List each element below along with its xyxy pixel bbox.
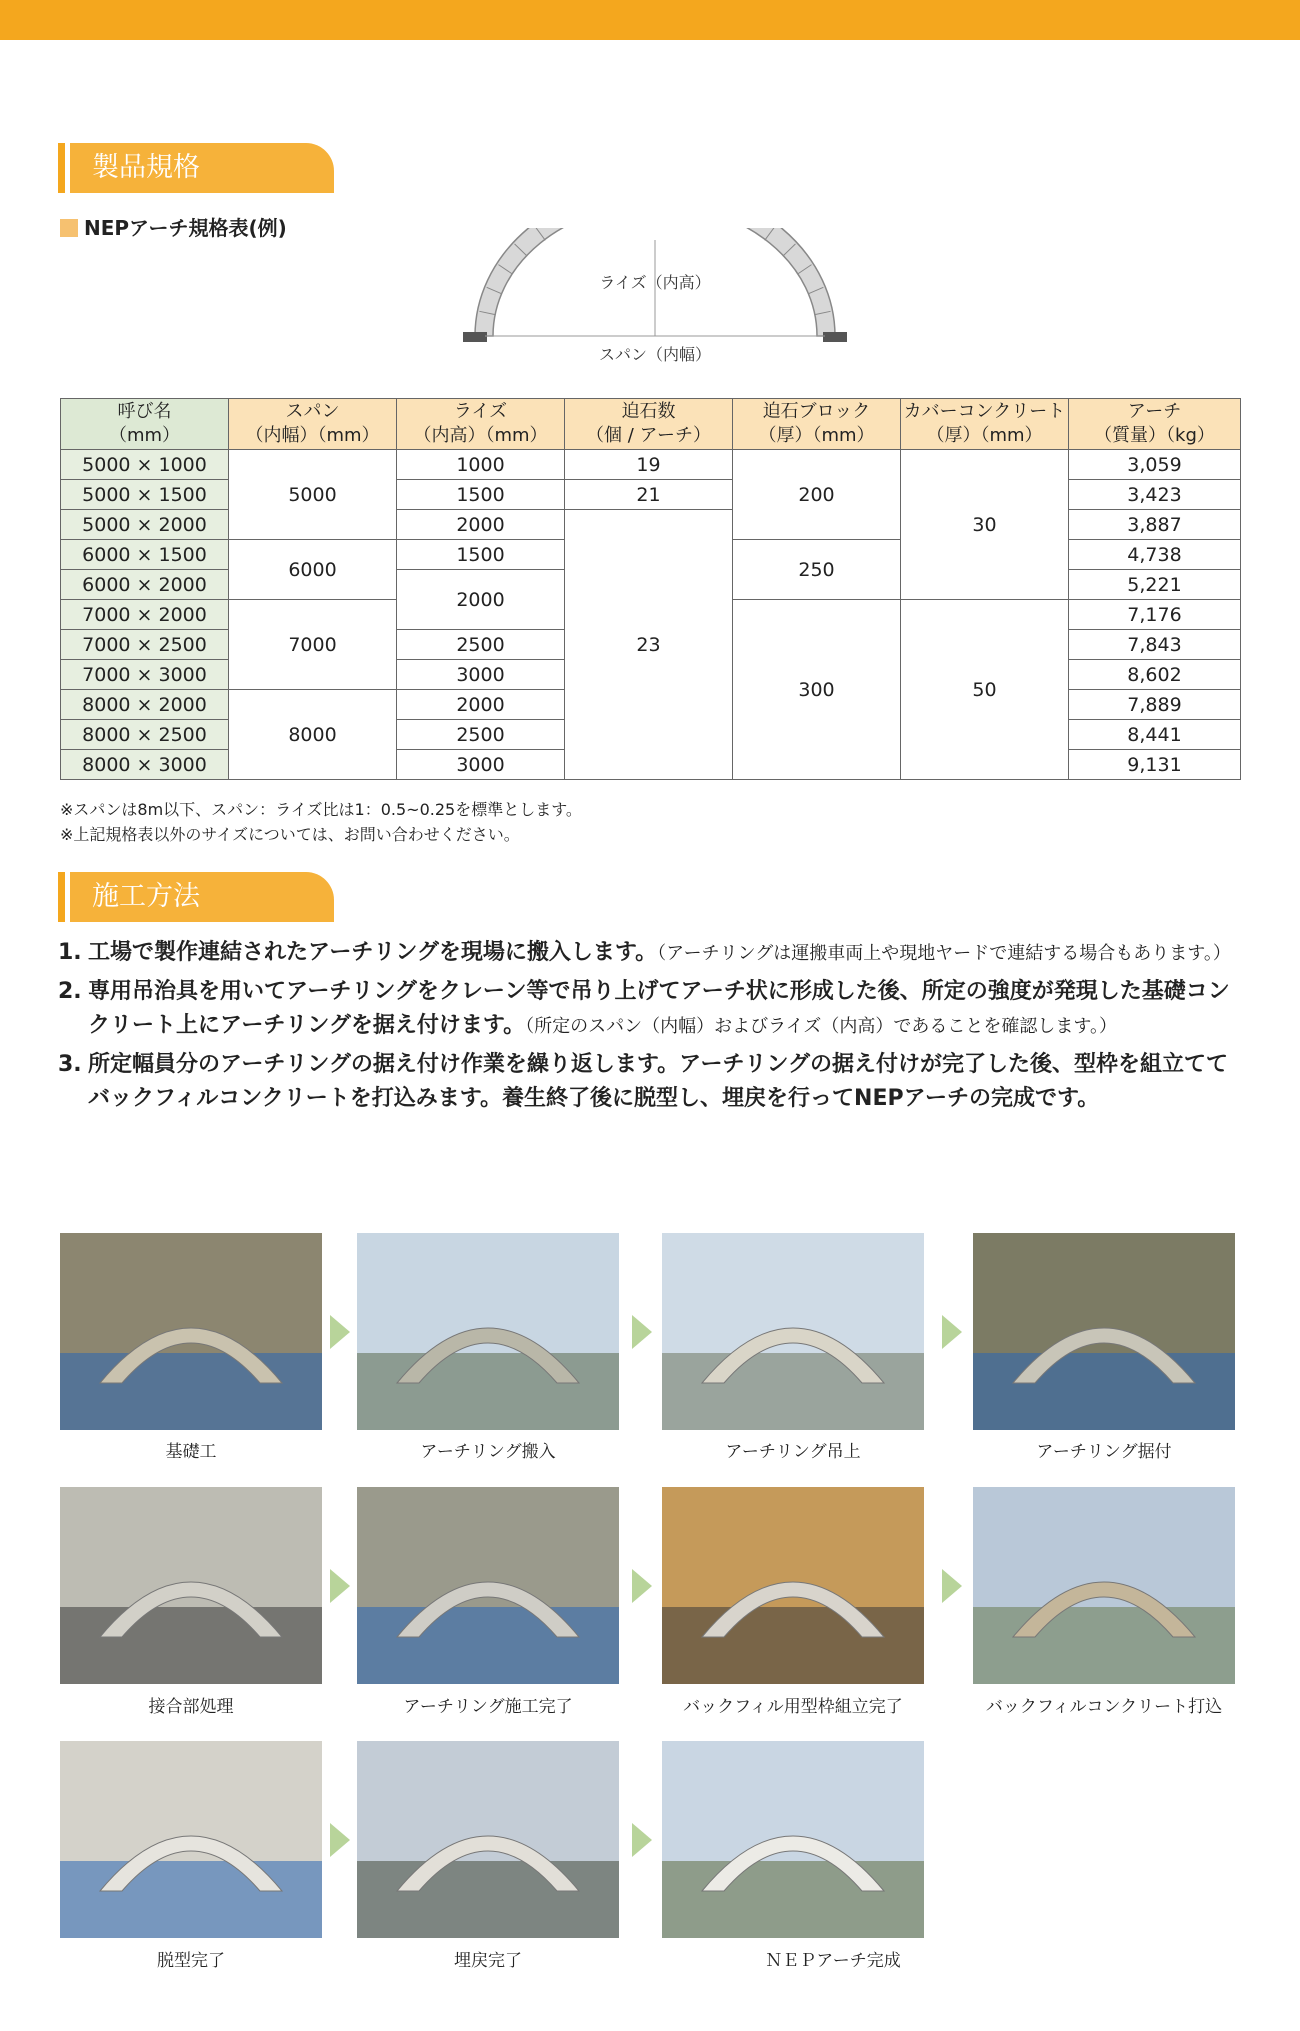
step-arrow-icon: [632, 1823, 652, 1857]
col-header-stones: 迫石数 （個 / アーチ）: [565, 399, 733, 450]
rise-label: ライズ（内高）: [599, 273, 711, 292]
photo-caption: バックフィルコンクリート打込: [985, 1697, 1223, 1717]
photo-caption: バックフィル用型枠組立完了: [683, 1697, 903, 1717]
photo-caption: 埋戻完了: [454, 1951, 522, 1971]
method-steps: [58, 936, 1248, 1120]
table-row: 5000 × 1000 5000 1000 19 200 30 3,059: [61, 450, 1241, 480]
table-row: 5000 × 2000 2000 23 3,887: [61, 510, 1241, 540]
spec-table: [60, 398, 1241, 780]
table-subtitle: NEPアーチ規格表(例): [60, 212, 287, 241]
step-2: 2. 専用吊治具を用いてアーチリングをクレーン等で吊り上げてアーチ状に形成した後、所定の強度が発現した基礎コンクリート上にアーチリングを据え付けます。（所定のスパン（内幅）およびライズ（内高）であることを確認します。）: [58, 979, 1230, 1038]
photo-backfill: [357, 1741, 619, 1938]
arch-diagram: [455, 228, 855, 388]
section-header-method: [58, 872, 334, 922]
step-arrow-icon: [942, 1569, 962, 1603]
section-title: 製品規格: [70, 143, 334, 193]
table-row: 6000 × 2000 2000 5,221: [61, 570, 1241, 600]
photo-caption: 接合部処理: [148, 1697, 234, 1717]
table-row: 7000 × 2000 7000 300 50 7,176: [61, 600, 1241, 630]
photo-install: [973, 1233, 1235, 1430]
photo-formwork: [662, 1487, 924, 1684]
col-header-cover: カバーコンクリート （厚）（mm）: [901, 399, 1069, 450]
table-row: 7000 × 3000 3000 8,602: [61, 660, 1241, 690]
table-row: 7000 × 2500 2500 7,843: [61, 630, 1241, 660]
table-notes: [60, 797, 582, 847]
step-arrow-icon: [330, 1315, 350, 1349]
photo-foundation: [60, 1233, 322, 1430]
step-arrow-icon: [632, 1569, 652, 1603]
top-banner: [0, 0, 1300, 40]
photo-caption: 脱型完了: [157, 1951, 225, 1971]
span-label: スパン（内幅）: [598, 345, 712, 364]
table-row: 6000 × 1500 6000 1500 250 4,738: [61, 540, 1241, 570]
table-header-row: [61, 399, 1241, 450]
col-header-weight: アーチ （質量）（kg）: [1069, 399, 1241, 450]
photo-complete: [662, 1741, 924, 1938]
col-header-span: スパン （内幅）（mm）: [229, 399, 397, 450]
photo-ring-done: [357, 1487, 619, 1684]
table-row: 8000 × 2000 8000 2000 7,889: [61, 690, 1241, 720]
step-arrow-icon: [942, 1315, 962, 1349]
photo-caption: 基礎工: [165, 1442, 217, 1462]
photo-caption: ＮＥＰアーチ完成: [765, 1951, 901, 1971]
step-arrow-icon: [632, 1315, 652, 1349]
photo-caption: アーチリング施工完了: [403, 1697, 573, 1717]
col-header-rise: ライズ （内高）（mm）: [397, 399, 565, 450]
square-bullet-icon: [60, 219, 78, 237]
photo-demold: [60, 1741, 322, 1938]
left-footing: [463, 332, 487, 342]
section-title: 施工方法: [70, 872, 334, 922]
col-header-name: 呼び名 （mm）: [61, 399, 229, 450]
photo-caption: アーチリング吊上: [725, 1442, 861, 1462]
photo-joint: [60, 1487, 322, 1684]
photo-pour: [973, 1487, 1235, 1684]
right-footing: [823, 332, 847, 342]
photo-lift: [662, 1233, 924, 1430]
table-row: 8000 × 3000 3000 9,131: [61, 750, 1241, 780]
table-row: 8000 × 2500 2500 8,441: [61, 720, 1241, 750]
note-line: ※スパンは8m以下、スパン：ライズ比は1：0.5~0.25を標準とします。: [60, 800, 582, 819]
col-header-block: 迫石ブロック （厚）（mm）: [733, 399, 901, 450]
photo-caption: アーチリング据付: [1036, 1442, 1172, 1462]
table-row: 5000 × 1500 1500 21 3,423: [61, 480, 1241, 510]
photo-truck: [357, 1233, 619, 1430]
step-arrow-icon: [330, 1823, 350, 1857]
step-arrow-icon: [330, 1569, 350, 1603]
photo-caption: アーチリング搬入: [420, 1442, 556, 1462]
step-1: 1. 工場で製作連結されたアーチリングを現場に搬入します。（アーチリングは運搬車両上や現地ヤードで連結する場合もあります。）: [58, 940, 1231, 965]
step-3: 3. 所定幅員分のアーチリングの据え付け作業を繰り返します。アーチリングの据え付けが完了した後、型枠を組立ててバックフィルコンクリートを打込みます。養生終了後に脱型し、埋戻を行ってNEPアーチの完成です。: [58, 1052, 1229, 1111]
section-header-spec: [58, 143, 334, 193]
note-line: ※上記規格表以外のサイズについては、お問い合わせください。: [60, 825, 520, 844]
